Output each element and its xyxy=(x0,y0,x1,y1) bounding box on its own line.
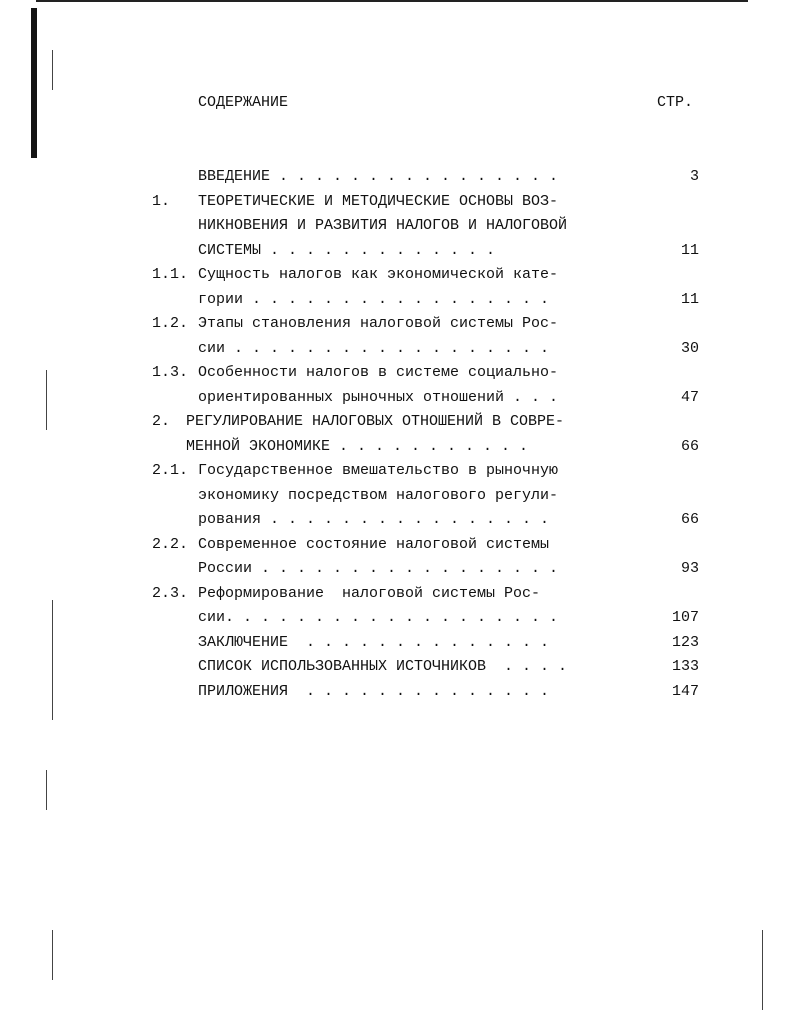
toc-entry-line: ЗАКЛЮЧЕНИЕ . . . . . . . . . . . . . . xyxy=(198,633,550,651)
toc-page-number: 30 xyxy=(680,339,699,357)
toc-page-number: 147 xyxy=(671,682,699,700)
toc-entry-line: экономику посредством налогового регули- xyxy=(198,486,559,504)
binding-mark xyxy=(52,50,53,90)
toc-entry-number: 1.1. xyxy=(152,266,189,283)
toc-entry-line: НИКНОВЕНИЯ И РАЗВИТИЯ НАЛОГОВ И НАЛОГОВОЙ xyxy=(198,217,568,234)
toc-page-number: 11 xyxy=(680,290,699,308)
toc-page-number: 11 xyxy=(680,241,699,259)
toc-entry-line: ориентированных рыночных отношений . . . xyxy=(198,388,559,406)
toc-entry-line: рования . . . . . . . . . . . . . . . . xyxy=(198,511,550,528)
binding-mark xyxy=(52,600,53,720)
toc-entry-line: ПРИЛОЖЕНИЯ . . . . . . . . . . . . . . xyxy=(198,682,550,700)
toc-entry-number: 2. xyxy=(152,413,171,430)
toc-page-number: 123 xyxy=(671,633,699,651)
toc-entry-line: Реформирование налоговой системы Рос- xyxy=(198,584,541,602)
scan-edge-top xyxy=(36,0,748,2)
binding-mark xyxy=(46,770,47,810)
toc-entry-line: СИСТЕМЫ . . . . . . . . . . . . . xyxy=(198,241,496,259)
toc-entry-line: МЕННОЙ ЭКОНОМИКЕ . . . . . . . . . . . xyxy=(186,437,529,455)
toc-page-number: 47 xyxy=(680,388,699,406)
toc-entry-line: сии . . . . . . . . . . . . . . . . . . xyxy=(198,339,550,357)
toc-entry-line: Особенности налогов в системе социально- xyxy=(198,364,559,381)
toc-entry-number: 1. xyxy=(152,192,171,210)
toc-page-number: 66 xyxy=(680,437,699,455)
toc-entry-line: ВВЕДЕНИЕ . . . . . . . . . . . . . . . . xyxy=(198,168,559,185)
scan-edge-left xyxy=(31,8,37,158)
toc-entry-line: гории . . . . . . . . . . . . . . . . . xyxy=(198,290,550,308)
toc-entry-line: Сущность налогов как экономической кате- xyxy=(198,266,559,283)
toc-entry-line: Современное состояние налоговой системы xyxy=(198,535,550,553)
toc-entry-number: 1.3. xyxy=(152,364,189,381)
toc-page-number: 66 xyxy=(680,511,699,528)
toc-page-number: 93 xyxy=(680,560,699,577)
binding-mark xyxy=(762,930,763,1010)
toc-entry-number: 2.1. xyxy=(152,462,189,479)
toc-entry-number: 1.2. xyxy=(152,315,189,332)
toc-entry-line: сии. . . . . . . . . . . . . . . . . . . xyxy=(198,609,559,626)
toc-page-number: 107 xyxy=(671,609,699,626)
page-title: СОДЕРЖАНИЕ xyxy=(198,94,289,111)
toc-page-number: 133 xyxy=(671,658,699,675)
binding-mark xyxy=(46,370,47,430)
toc-entry-line: СПИСОК ИСПОЛЬЗОВАННЫХ ИСТОЧНИКОВ . . . . xyxy=(198,658,568,675)
toc-entry-line: РЕГУЛИРОВАНИЕ НАЛОГОВЫХ ОТНОШЕНИЙ В СОВРЕ- xyxy=(186,413,565,430)
toc-entry-line: ТЕОРЕТИЧЕСКИЕ И МЕТОДИЧЕСКИЕ ОСНОВЫ ВОЗ- xyxy=(198,192,559,210)
toc-entry-line: Этапы становления налоговой системы Рос- xyxy=(198,315,559,332)
toc-entry-number: 2.3. xyxy=(152,584,189,602)
toc-entry-line: Государственное вмешательство в рыночную xyxy=(198,462,559,479)
toc-page-number: 3 xyxy=(689,168,699,185)
toc-entry-number: 2.2. xyxy=(152,535,189,553)
binding-mark xyxy=(52,930,53,980)
page-column-label: СТР. xyxy=(657,94,694,111)
toc-entry-line: России . . . . . . . . . . . . . . . . . xyxy=(198,560,559,577)
